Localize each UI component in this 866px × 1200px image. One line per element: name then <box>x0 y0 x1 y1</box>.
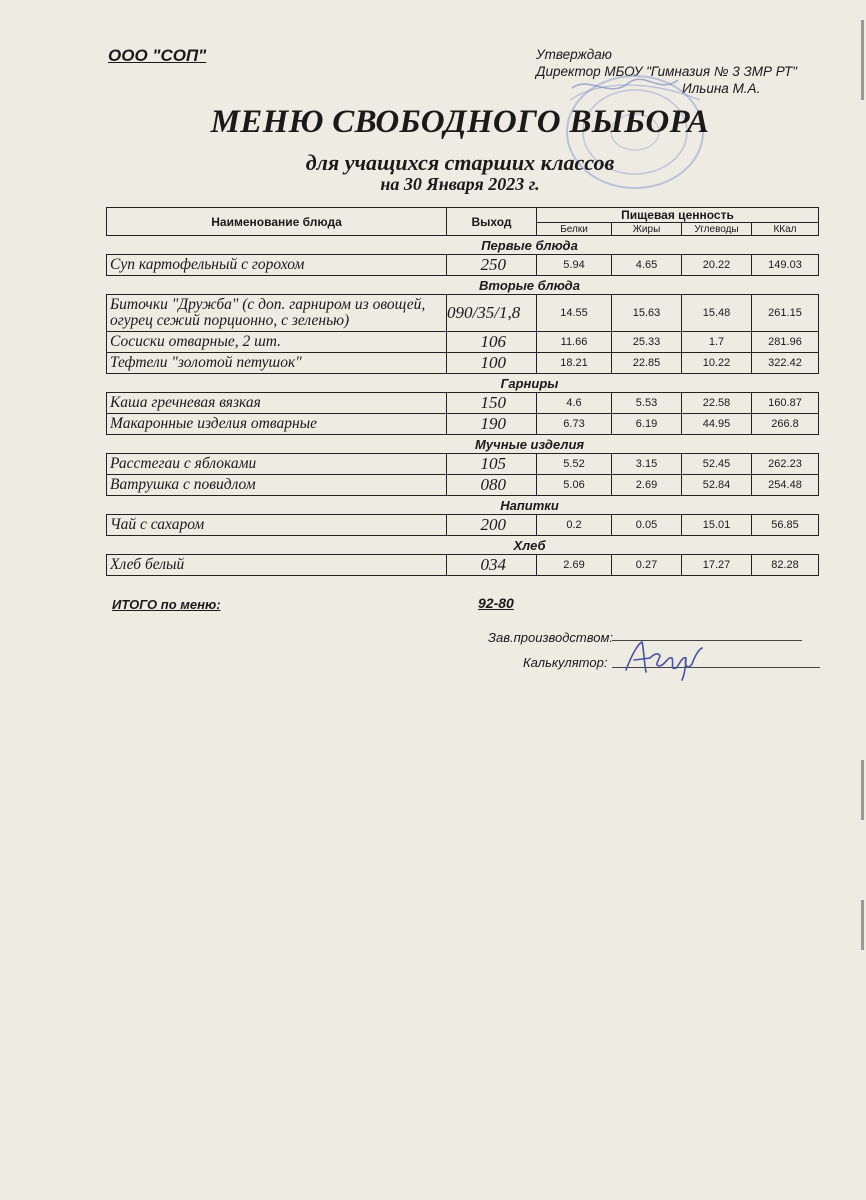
dish-name: Расстегаи с яблоками <box>107 454 447 475</box>
table-row <box>107 454 819 475</box>
dish-carbs: 17.27 <box>682 555 752 576</box>
dish-fat: 22.85 <box>612 353 682 374</box>
dish-kcal: 82.28 <box>752 555 819 576</box>
dish-carbs: 22.58 <box>682 393 752 414</box>
table-row <box>107 475 819 496</box>
header-carbs: Углеводы <box>682 223 752 236</box>
section-title: Напитки <box>500 497 559 513</box>
dish-fat: 15.63 <box>612 295 682 332</box>
dish-kcal: 266.8 <box>752 414 819 435</box>
dish-name: Суп картофельный с горохом <box>107 255 447 276</box>
menu-title: МЕНЮ СВОБОДНОГО ВЫБОРА <box>210 104 710 140</box>
header-kcal: ККал <box>752 223 819 236</box>
dish-fat: 2.69 <box>612 475 682 496</box>
dish-fat: 4.65 <box>612 255 682 276</box>
section-header-row <box>107 435 819 454</box>
scan-edge-mark <box>861 760 864 820</box>
dish-fat: 0.05 <box>612 515 682 536</box>
handwritten-signature-icon <box>620 636 710 681</box>
dish-kcal: 322.42 <box>752 353 819 374</box>
dish-fat: 25.33 <box>612 332 682 353</box>
section-header-row <box>107 236 819 255</box>
approve-label: Утверждаю <box>536 47 612 62</box>
dish-name: Хлеб белый <box>107 555 447 576</box>
dish-yield: 200 <box>447 515 537 536</box>
dish-protein: 0.2 <box>537 515 612 536</box>
total-label: ИТОГО по меню: <box>112 597 221 612</box>
production-manager-label: Зав.производством: <box>488 630 613 645</box>
dish-protein: 2.69 <box>537 555 612 576</box>
dish-yield: 080 <box>447 475 537 496</box>
dish-kcal: 254.48 <box>752 475 819 496</box>
dish-name: Сосиски отварные, 2 шт. <box>107 332 447 353</box>
dish-kcal: 261.15 <box>752 295 819 332</box>
section-title: Гарниры <box>500 375 559 391</box>
company-name: ООО "СОП" <box>108 46 207 65</box>
dish-carbs: 52.84 <box>682 475 752 496</box>
dish-fat: 6.19 <box>612 414 682 435</box>
table-row <box>107 515 819 536</box>
approve-director-name: Ильина М.А. <box>682 81 761 96</box>
dish-name: Ватрушка с повидлом <box>107 475 447 496</box>
scan-edge-mark <box>861 20 864 100</box>
dish-protein: 6.73 <box>537 414 612 435</box>
section-header-row <box>107 276 819 295</box>
dish-name: Биточки "Дружба" (с доп. гарниром из овощей, огурец сежий порционно, с зеленью) <box>107 295 447 332</box>
header-yield: Выход <box>447 208 537 236</box>
approve-position: Директор МБОУ "Гимназия № 3 ЗМР РТ" <box>536 64 798 79</box>
dish-protein: 4.6 <box>537 393 612 414</box>
section-header-row <box>107 374 819 393</box>
dish-carbs: 1.7 <box>682 332 752 353</box>
dish-yield: 034 <box>447 555 537 576</box>
dish-yield: 190 <box>447 414 537 435</box>
table-row <box>107 414 819 435</box>
scan-edge-mark <box>861 900 864 950</box>
section-title: Вторые блюда <box>479 277 580 293</box>
dish-protein: 5.52 <box>537 454 612 475</box>
dish-fat: 5.53 <box>612 393 682 414</box>
dish-carbs: 15.01 <box>682 515 752 536</box>
table-row <box>107 255 819 276</box>
calculator-label: Калькулятор: <box>523 655 608 670</box>
dish-name: Макаронные изделия отварные <box>107 414 447 435</box>
dish-name: Чай с сахаром <box>107 515 447 536</box>
dish-yield: 090/35/1,8 <box>447 295 537 332</box>
section-title: Хлеб <box>513 537 546 553</box>
header-fat: Жиры <box>612 223 682 236</box>
dish-kcal: 56.85 <box>752 515 819 536</box>
dish-carbs: 52.45 <box>682 454 752 475</box>
dish-protein: 14.55 <box>537 295 612 332</box>
section-title: Первые блюда <box>481 237 578 253</box>
menu-table <box>106 207 819 576</box>
dish-protein: 5.06 <box>537 475 612 496</box>
dish-name: Каша гречневая вязкая <box>107 393 447 414</box>
menu-date: на 30 Января 2023 г. <box>380 174 540 194</box>
dish-fat: 0.27 <box>612 555 682 576</box>
dish-carbs: 10.22 <box>682 353 752 374</box>
dish-kcal: 281.96 <box>752 332 819 353</box>
table-row <box>107 353 819 374</box>
dish-yield: 105 <box>447 454 537 475</box>
dish-protein: 5.94 <box>537 255 612 276</box>
dish-yield: 150 <box>447 393 537 414</box>
section-header-row <box>107 536 819 555</box>
table-row <box>107 332 819 353</box>
table-row <box>107 393 819 414</box>
dish-protein: 11.66 <box>537 332 612 353</box>
dish-yield: 100 <box>447 353 537 374</box>
dish-fat: 3.15 <box>612 454 682 475</box>
dish-name: Тефтели "золотой петушок" <box>107 353 447 374</box>
dish-kcal: 160.87 <box>752 393 819 414</box>
table-row <box>107 555 819 576</box>
dish-yield: 106 <box>447 332 537 353</box>
dish-protein: 18.21 <box>537 353 612 374</box>
dish-carbs: 20.22 <box>682 255 752 276</box>
dish-kcal: 262.23 <box>752 454 819 475</box>
dish-yield: 250 <box>447 255 537 276</box>
table-row <box>107 295 819 332</box>
header-dish-name: Наименование блюда <box>107 208 447 236</box>
total-value: 92-80 <box>478 595 514 611</box>
menu-subtitle: для учащихся старших классов <box>305 150 615 175</box>
dish-carbs: 15.48 <box>682 295 752 332</box>
dish-carbs: 44.95 <box>682 414 752 435</box>
dish-kcal: 149.03 <box>752 255 819 276</box>
section-header-row <box>107 496 819 515</box>
header-protein: Белки <box>537 223 612 236</box>
section-title: Мучные изделия <box>474 436 585 452</box>
header-nutrition: Пищевая ценность <box>537 208 819 223</box>
